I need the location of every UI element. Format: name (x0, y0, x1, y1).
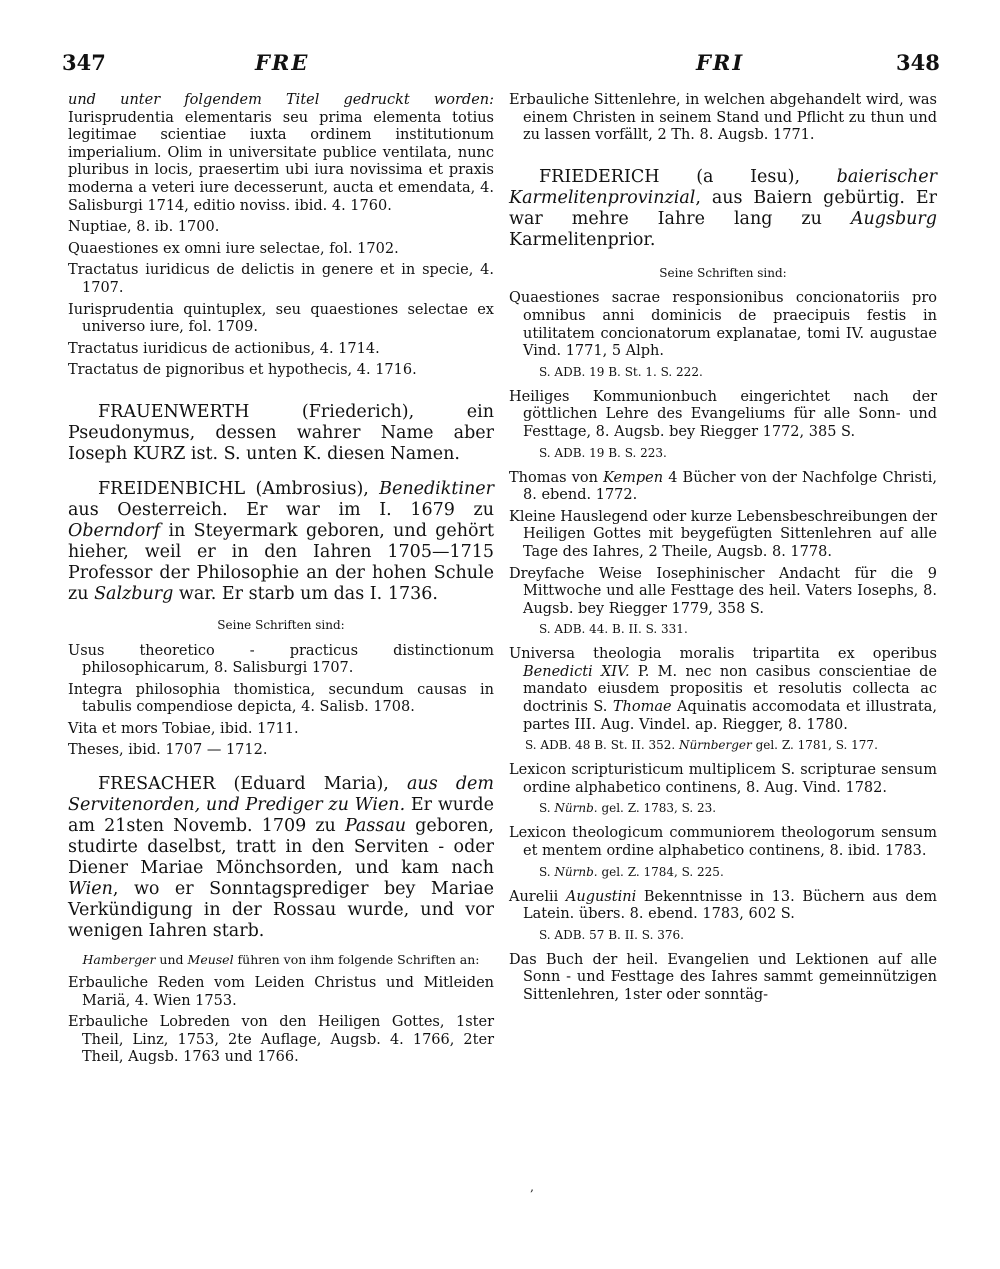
entry-quaestiones: Quaestiones ex omni iure selectae, fol. 1702. (68, 240, 399, 257)
running-head-right: FRI (696, 50, 745, 75)
sources-subheading: Hamberger und Meusel führen von ihm folgende Schriften an: (82, 952, 480, 968)
writings-subheading: Seine Schriften sind: (659, 265, 787, 280)
entry-usus: Usus theoretico - practicus distinctionum philosophicarum, 8. Salisburgi 1707. (68, 642, 494, 677)
entry-nuptiae: Nuptiae, 8. ib. 1700. (68, 219, 220, 236)
reference-note: S. Nürnb. gel. Z. 1783, S. 23. (539, 801, 717, 816)
entry-hauslegend: Kleine Hauslegend oder kurze Lebensbeschreibungen der Heiligen Gottes mit beygefügten Sittenlehren auf alle Tage des Iahres, 2 Theile, Augsb. 8. 1778. (509, 508, 937, 560)
entry-iurisprudentia: Iurisprudentia quintuplex, seu quaestiones selectae ex universo iure, fol. 1709. (68, 301, 494, 336)
entry-tractatus-pignoribus: Tractatus de pignoribus et hypothecis, 4. 1716. (68, 362, 417, 379)
entry-vita: Vita et mors Tobiae, ibid. 1711. (68, 720, 299, 737)
entry-andacht: Dreyfache Weise Iosephinischer Andacht für die 9 Mittwoche und alle Festtage des heil. Vaters Iosephs, 8. Augsb. bey Riegger 1779, 358 S. (509, 565, 937, 617)
reference-note: S. Nürnb. gel. Z. 1784, S. 225. (539, 864, 724, 879)
entry-theses: Theses, ibid. 1707 — 1712. (68, 742, 268, 759)
right-column (509, 92, 937, 1009)
fresacher-article: FRESACHER (Eduard Maria), aus dem Servitenorden, und Prediger zu Wien. Er wurde am 21sten Novemb. 1709 zu Passau geboren, studirte daselbst, tratt in den Serviten - oder Diener Mariae Mönchsorden, und kam nach Wien, wo er Sonntagsprediger bey Mariae Verkündigung in der Rossau wurde, und vor wenigen Iahren starb. (68, 774, 494, 942)
entry-kommunionbuch: Heiliges Kommunionbuch eingerichtet nach der göttlichen Lehre des Evangeliums für alle Sonn- und Festtage, 8. Augsb. bey Riegger 1772, 385 S. (509, 388, 937, 440)
left-column (68, 92, 494, 1071)
reference-note: S. ADB. 44. B. II. S. 331. (539, 622, 688, 637)
entry-tractatus-delictis: Tractatus iuridicus de delictis in genere et in specie, 4. 1707. (68, 262, 494, 296)
reference-note: S. ADB. 19 B. St. 1. S. 222. (539, 364, 703, 379)
page-number-right: 348 (896, 50, 940, 75)
running-head-left: FRE (255, 50, 310, 75)
entry-evangelien: Das Buch der heil. Evangelien und Lektionen auf alle Sonn - und Festtage des Iahres sammt gemeinnützigen Sittenlehren, 1ster oder sonntäg- (509, 951, 937, 1003)
entry-universa-theologia: Universa theologia moralis tripartita ex operibus Benedicti XIV. P. M. nec non casibus conscientiae de mandato eiusdem propositis et resolutis collecta ac doctrinis S. Thomae Aquinatis accomodata et illustrata, partes III. Aug. Vindel. ap. Riegger, 8. 1780. (509, 646, 937, 733)
entry-tractatus-actionibus: Tractatus iuridicus de actionibus, 4. 1714. (68, 340, 380, 357)
stray-mark: ‚ (530, 1180, 534, 1194)
entry-sittenlehre: Erbauliche Sittenlehre, in welchen abgehandelt wird, was einem Christen in seinem Stand und Pflicht zu thun und zu lassen vorfällt, 2 Th. 8. Augsb. 1771. (509, 92, 937, 144)
entry-augustini: Aurelii Augustini Bekenntnisse in 13. Büchern aus dem Latein. übers. 8. ebend. 1783, 602 S. (509, 888, 937, 923)
friederich-article: FRIEDERICH (a Iesu), baierischer Karmelitenprovinzial, aus Baiern gebürtig. Er war mehre Iahre lang zu Augsburg Karmelitenprior. (509, 166, 937, 250)
entry-quaestiones-sacrae: Quaestiones sacrae responsionibus concionatoriis pro omnibus anni dominicis de praecipuis festis in utilitatem concionatorum explanatae, tomi IV. augustae Vind. 1771, 5 Alph. (509, 290, 937, 360)
entry-integra: Integra philosophia thomistica, secundum causas in tabulis compendiose depicta, 4. Salisb. 1708. (68, 681, 494, 716)
entry-lexicon-scripturisticum: Lexicon scripturisticum multiplicem S. scripturae sensum ordine alphabetico continens, 8. Aug. Vind. 1782. (509, 762, 937, 796)
entry-thomas-kempen: Thomas von Kempen 4 Bücher von der Nachfolge Christi, 8. ebend. 1772. (509, 469, 937, 504)
entry-erbauliche-reden: Erbauliche Reden vom Leiden Christus und Mitleiden Mariä, 4. Wien 1753. (68, 975, 494, 1009)
entry-lexicon-theologicum: Lexicon theologicum communiorem theologorum sensum et mentem ordine alphabetico continens, 8. ibid. 1783. (509, 825, 937, 860)
freidenbichl-article: FREIDENBICHL (Ambrosius), Benediktiner aus Oesterreich. Er war im I. 1679 zu Oberndorf in Steyermark geboren, und gehört hieher, weil er in den Iahren 1705—1715 Professor der Philosophie an der hohen Schule zu Salzburg war. Er starb um das I. 1736. (68, 478, 494, 604)
page-number-left: 347 (62, 50, 106, 75)
entry-erbauliche-lobreden: Erbauliche Lobreden von den Heiligen Gottes, 1ster Theil, Linz, 1753, 2te Auflage, Augsb. 4. 1766, 2ter Theil, Augsb. 1763 und 1766. (68, 1014, 494, 1066)
reference-note: S. ADB. 48 B. St. II. 352. Nürnberger gel. Z. 1781, S. 177. (525, 738, 878, 753)
reference-note: S. ADB. 19 B. S. 223. (539, 445, 667, 460)
entry-continuation: und unter folgendem Titel gedruckt worden: Iurisprudentia elementaris seu prima elementa totius legitimae scientiae iuxta ordinem institutionum imperialium. Olim in universitate publice ventilata, nunc pluribus in locis, praesertim ubi iura novissima et praxis moderna a veteri iure decesserunt, aucta et emendata, 4. Salisburgi 1714, editio noviss. ibid. 4. 1760. (68, 92, 494, 214)
reference-note: S. ADB. 57 B. II. S. 376. (539, 927, 684, 942)
writings-subheading: Seine Schriften sind: (217, 617, 345, 632)
frauenwerth-article: FRAUENWERTH (Friederich), ein Pseudonymus, dessen wahrer Name aber Ioseph KURZ ist. S. unten K. diesen Namen. (68, 401, 494, 464)
italic-phrase: und unter folgendem Titel gedruckt worden: (68, 92, 494, 108)
